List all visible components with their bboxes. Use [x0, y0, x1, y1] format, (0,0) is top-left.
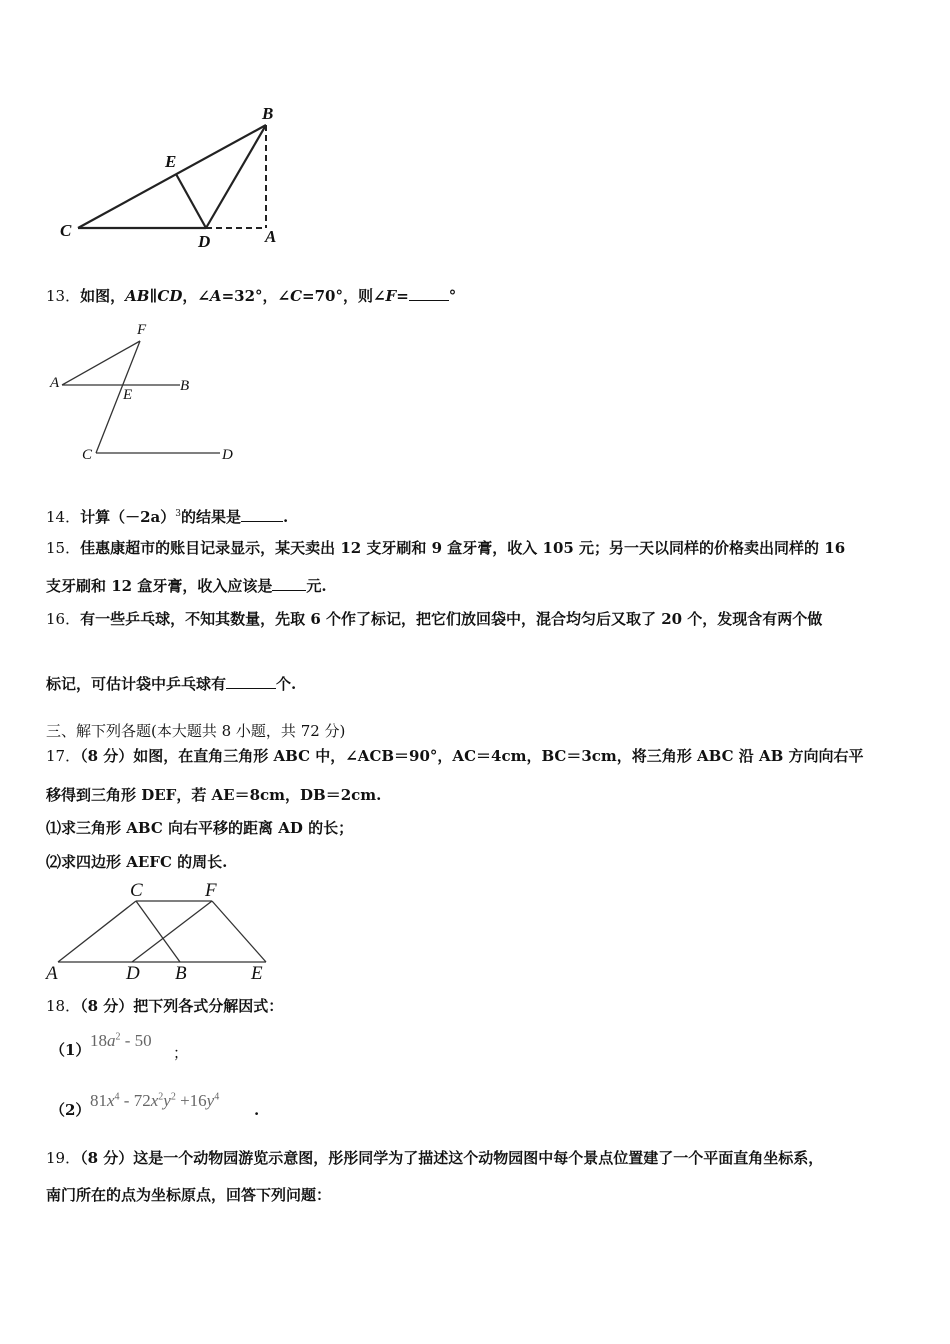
q17-sub2-text: AEFC 的周长. — [121, 853, 228, 871]
label-C: C — [82, 447, 93, 463]
answer-blank — [272, 576, 306, 591]
question-14 — [46, 504, 288, 527]
segment-FC — [96, 341, 140, 453]
q16-line-2a: 标记，可估计袋中乒乓球有 — [46, 675, 227, 693]
question-16-line-2 — [46, 674, 296, 694]
q15-line-1: 佳惠康超市的账目记录显示，某天卖出 12 支牙刷和 9 盒牙膏，收入 105 元；另一天以同样的价格卖出同样的 16 — [80, 539, 846, 557]
q17-line-1: （8 分）如图，在直角三角形 ABC 中，∠ACB＝90°，AC＝4cm，BC＝3cm，将三角形 ABC 沿 AB 方向向右平 — [80, 747, 864, 765]
q18-part2-end: . — [254, 1101, 260, 1119]
question-16 — [46, 609, 822, 629]
question-number: 19． — [46, 1149, 81, 1167]
q13-parallel: ∥ — [149, 287, 158, 305]
figure-q13 — [50, 320, 250, 470]
q14-text-2: 的结果是 — [181, 508, 242, 526]
label-B: B — [180, 378, 190, 394]
q13-text-3: =32°，∠ — [221, 287, 291, 305]
question-17 — [46, 746, 864, 766]
label-C: C — [60, 221, 72, 240]
section-heading: 三、解下列各题(本大题共 8 小题，共 72 分) — [46, 722, 346, 740]
q16-line-1: 有一些乒乓球，不知其数量，先取 6 个作了标记，把它们放回袋中，混合均匀后又取了 20 个，发现含有两个做 — [80, 610, 823, 628]
q13-AB: AB — [125, 287, 150, 305]
question-19-line-2: 南门所在的点为坐标原点，回答下列问题： — [46, 1186, 332, 1204]
q13-degree: ° — [448, 287, 457, 305]
segment-AC — [58, 901, 136, 962]
q18-title: （8 分）把下列各式分解因式： — [80, 997, 284, 1015]
q19-line-1: （8 分）这是一个动物园游览示意图，彤彤同学为了描述这个动物园图中每个景点位置建了一个平面直角坐标系， — [80, 1149, 824, 1167]
q13-angle-F: F — [385, 287, 397, 305]
q18-formula-1: $18a^2 - 50$ — [90, 1031, 152, 1050]
answer-blank — [226, 674, 276, 689]
question-18-part-1 — [50, 1040, 90, 1060]
q17-sub1-text: ABC 向右平移的距离 AD 的长； — [121, 819, 354, 837]
q13-text-5: = — [396, 287, 409, 305]
q15-line-2b: 元. — [306, 577, 327, 595]
question-18-part-2 — [50, 1100, 90, 1120]
question-number: 13． — [46, 287, 81, 305]
question-18 — [46, 996, 283, 1016]
q18-part1-end: ； — [173, 1044, 189, 1062]
question-number: 16． — [46, 610, 81, 628]
segment-CB — [78, 125, 266, 228]
label-F: F — [137, 322, 147, 338]
q18-formula-2: $81x^4 - 72x^2y^2 +16y^4$ — [90, 1091, 220, 1110]
label-D: D — [198, 232, 211, 251]
q17-sub2-prefix: ⑵求四边形 — [46, 853, 122, 871]
label-C: C — [130, 880, 143, 901]
segment-AF — [62, 341, 140, 385]
segment-DF — [132, 901, 212, 962]
question-17-sub-2 — [46, 852, 227, 872]
question-15 — [46, 538, 845, 558]
figure-q12 — [60, 105, 300, 255]
answer-blank — [241, 507, 283, 522]
answer-blank — [409, 286, 449, 301]
q13-CD: CD — [157, 287, 183, 305]
q13-angle-A: A — [209, 287, 222, 305]
q14-exponent: 3 — [175, 509, 181, 519]
segment-CB — [136, 901, 180, 962]
label-D: D — [222, 447, 233, 463]
question-number: 17． — [46, 747, 81, 765]
label-A: A — [50, 375, 60, 391]
q14-text-1: 计算（－2a） — [80, 508, 176, 526]
segment-FE — [212, 901, 266, 962]
q13-angle-C: C — [290, 287, 303, 305]
label-E: E — [165, 152, 177, 171]
q18-part2-label: （2） — [50, 1101, 91, 1119]
q16-line-2b: 个. — [276, 675, 297, 693]
label-A: A — [265, 227, 277, 246]
label-E: E — [251, 963, 263, 984]
question-15-line-2 — [46, 576, 327, 596]
q15-line-2a: 支牙刷和 12 盒牙膏，收入应该是 — [46, 577, 273, 595]
question-number: 14． — [46, 508, 81, 526]
label-D: D — [126, 963, 140, 984]
segment-ED — [176, 174, 206, 228]
label-A: A — [46, 963, 58, 984]
q13-text-2: ，∠ — [182, 287, 210, 305]
figure-q17 — [40, 880, 280, 990]
label-B: B — [262, 104, 274, 123]
q13-text-4: =70°，则∠ — [302, 287, 386, 305]
question-17-sub-1 — [46, 818, 353, 838]
question-number: 15． — [46, 539, 81, 557]
q14-end: . — [283, 508, 289, 526]
label-F: F — [205, 880, 217, 901]
q17-sub1-prefix: ⑴求三角形 — [46, 819, 122, 837]
q13-text-1: 如图， — [80, 287, 126, 305]
q18-part1-label: （1） — [50, 1041, 91, 1059]
question-number: 18． — [46, 997, 81, 1015]
label-B: B — [175, 963, 187, 984]
question-19 — [46, 1148, 823, 1168]
label-E: E — [123, 387, 133, 403]
question-13 — [46, 286, 456, 306]
question-17-line-2: 移得到三角形 DEF，若 AE＝8cm，DB＝2cm. — [46, 786, 382, 804]
